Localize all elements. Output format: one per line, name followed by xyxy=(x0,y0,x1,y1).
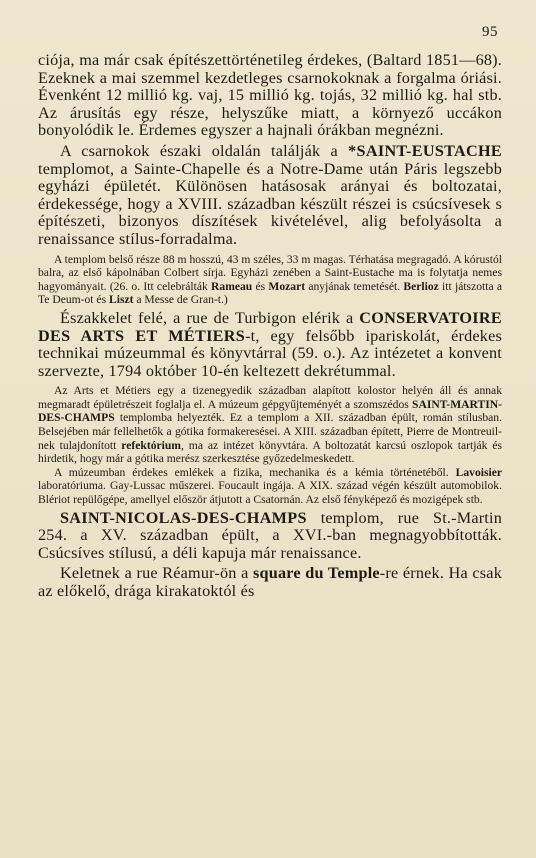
paragraph-text: Északkelet felé, a rue de Turbigon elérik a xyxy=(60,308,360,327)
paragraph-text: -re érnek. Ha csak az előkelő, drága kirakatoktól és xyxy=(38,564,502,600)
note-text: a Messe de Gran-t.) xyxy=(133,293,228,307)
note-text: és xyxy=(252,279,269,293)
paragraph-saint-eustache xyxy=(38,143,502,249)
paragraph-text: -t, egy felsőbb ipariskolát, érdekes technikai múzeummal és könyvtárral (59. o.). Az intézetet a konvent szervezte, 1794 október 10-én keltezett dekrétummal. xyxy=(38,326,502,380)
paragraph-text: templom, rue St.-Martin 254. a XV. században épült, a XVI.-ban megnagyobbították. Csúcsíves stílusú, a déli kapuja már renaissance. xyxy=(38,508,502,562)
paragraph-saint-nicolas xyxy=(38,510,502,563)
paragraph-text: Keletnek a rue Réamur-ön a xyxy=(60,564,254,583)
name-lavoisier: Lavoisier xyxy=(455,465,502,479)
note-text: A múzeumban érdekes emlékek a fizika, mechanika és a kémia történetéből. xyxy=(54,465,456,479)
refectory-term: refektórium xyxy=(121,438,181,452)
church-name-saint-martin: SAINT-MARTIN-DES-CHAMPS xyxy=(38,397,502,425)
name-berlioz: Berlioz xyxy=(403,279,439,293)
note-saint-eustache xyxy=(38,253,502,307)
note-arts-et-metiers xyxy=(38,384,502,466)
note-text: A templom belső része 88 m hosszú, 43 m széles, 33 m magas. Térhatása megragadó. A kórustól balra, az első kápolnában Colbert sírja. Egyházi zenében a Saint-Eustache ma is folytatja nemes hagyományait. (26. o. Itt celebrálták xyxy=(38,252,502,293)
institution-name: CONSERVATOIRE DES ARTS ET MÉTIERS xyxy=(38,308,502,345)
church-name: *SAINT-EUSTACHE xyxy=(348,141,502,160)
paragraph-square-du-temple xyxy=(38,565,502,600)
name-liszt: Liszt xyxy=(108,293,134,307)
note-text: laboratóriuma. Gay-Lussac műszerei. Foucault ingája. A XIX. század végén készült automobilok. Blériot repülőgépe, amellyel először átjutott a Csatornán. Az első fényképező és mozigépek stb. xyxy=(38,479,502,507)
church-name: SAINT-NICOLAS-DES-CHAMPS xyxy=(60,508,307,527)
note-text: Az Arts et Métiers egy a tizenegyedik században alapított kolostor helyén áll és annak megmaradt épületrészeit foglalja el. A múzeum gépgyűjteményét a szomszédos xyxy=(38,384,502,411)
note-text: itt játszotta a Te Deum-ot és xyxy=(38,279,502,307)
name-rameau: Rameau xyxy=(211,279,253,293)
note-text: anyjának temetését. xyxy=(305,279,404,293)
paragraph-text: A csarnokok északi oldalán találják a xyxy=(60,141,349,160)
page-number: 95 xyxy=(482,24,498,40)
paragraph-market-halls xyxy=(38,52,502,140)
name-mozart: Mozart xyxy=(268,279,306,293)
note-text: templomba helyezték. Ez a templom a XII. században épült, román stílusban. Belsejében már fellelhetők a gótika formakeresései. A XIII. században épített, Pierre de Montreuil-nek tulajdonított xyxy=(38,411,502,452)
place-name: square du Temple xyxy=(253,564,380,583)
note-museum xyxy=(38,466,502,507)
paragraph-conservatoire xyxy=(38,310,502,380)
paragraph-text: templomot, a Sainte-Chapelle és a Notre-Dame után Páris legszebb egyházi épületét. Különösen hatásosak arányai és boltozatai, érdekessége, hogy a XVIII. században készült részei is csúcsívesek s építészeti, bizonyos díszítések kivételével, alig befolyásolta a renaissance stílus-forradalma. xyxy=(38,159,502,248)
paragraph-text: ciója, ma már csak építészettörténetileg érdekes, (Baltard 1851—68). Ezeknek a mai szemmel kezdetleges csarnokoknak a forgalma óriási. Évenként 12 millió kg. vaj, 15 millió kg. tojás, 32 millió kg. hal stb. Az árusítás egy része, helyszűke miatt, a környező uccákon bonyolódik le. Érdemes egyszer a hajnali órákban megnézni. xyxy=(38,51,502,140)
note-text: , ma az intézet könyvtára. A boltozatát karcsú oszlopok tartják és hirdetik, hogy már a gótika merész szerkesztése győzedelmeskedett. xyxy=(38,438,502,466)
